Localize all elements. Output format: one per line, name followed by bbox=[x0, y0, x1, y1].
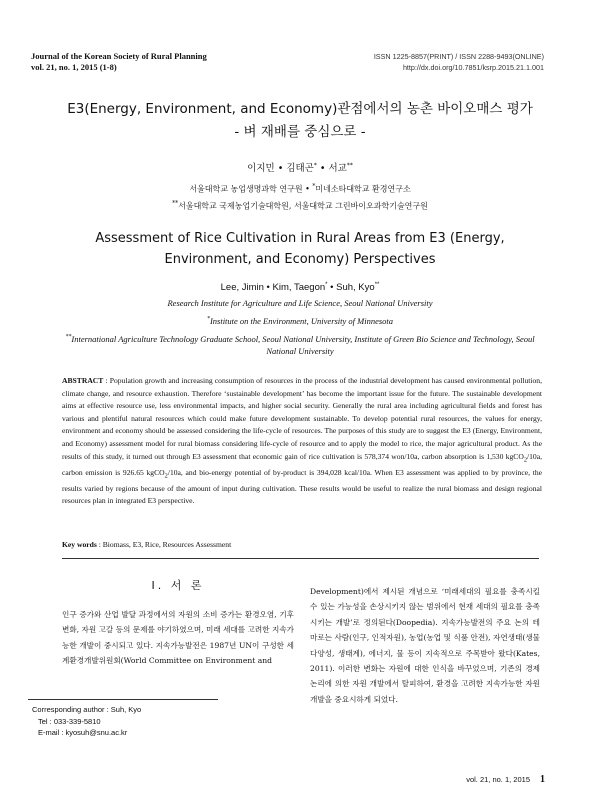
body-column-left: 인구 증가와 산업 발달 과정에서의 자원의 소비 증가는 환경오염, 기후 변화, 자원 고갈 등의 문제를 야기하였으며, 미래 세대를 고려한 지속가능한 개발이 중시되고 있다. 지속가능발전은 1987년 UN이 구성한 세계환경개발위원회(World Committee on Environment and bbox=[62, 610, 294, 666]
authors-korean bbox=[0, 160, 600, 174]
keywords-divider bbox=[62, 558, 539, 559]
title-korean-line2: - 벼 재배를 중심으로 - bbox=[234, 124, 366, 140]
affiliation-text: 미네소타대학교 환경연구소 bbox=[315, 184, 411, 194]
author-tel: Tel : 033-339-5810 bbox=[38, 716, 101, 726]
author-mark: * bbox=[313, 161, 317, 169]
abstract-text: /10a, and bio-energy potential of by-product is 394,028 kcal/10a. When E3 assessment was applied to by province, the results varied by regions because of the amount of input during cultivation. These results would be useful to realize the rural biomass and design regional resources plan in integrated E3 perspective. bbox=[62, 467, 542, 506]
affiliation-korean-line bbox=[0, 180, 600, 197]
footnote bbox=[32, 704, 141, 739]
authors-korean-text: 이지민 • 김태곤 bbox=[247, 163, 314, 174]
authors-english-text: Lee, Jimin • Kim, Taegon bbox=[220, 282, 326, 294]
footer-issue: vol. 21, no. 1, 2015 bbox=[466, 775, 530, 784]
doi-link[interactable]: http://dx.doi.org/10.7851/ksrp.2015.21.1.001 bbox=[402, 63, 544, 72]
abstract-label: ABSTRACT bbox=[62, 376, 104, 385]
keywords-separator: : bbox=[96, 540, 103, 549]
abstract bbox=[62, 375, 542, 508]
page-footer bbox=[466, 774, 545, 785]
page-number: 1 bbox=[540, 774, 545, 785]
affiliation-english-2 bbox=[60, 313, 540, 327]
affiliation-english-1: Research Institute for Agriculture and Life Science, Seoul National University bbox=[167, 298, 433, 308]
journal-header bbox=[31, 51, 207, 73]
author-mark: ** bbox=[374, 282, 380, 288]
affiliation-text: Institute on the Environment, University of Minnesota bbox=[209, 315, 394, 326]
journal-name: Journal of the Korean Society of Rural Planning bbox=[31, 51, 207, 61]
author-mark: ** bbox=[346, 161, 353, 169]
author-email[interactable]: E-mail : kyosuh@snu.ac.kr bbox=[38, 728, 128, 737]
affiliation-mark: ** bbox=[172, 199, 179, 207]
footnote-divider bbox=[28, 699, 218, 700]
abstract-text: Population growth and increasing consumption of resources in the process of the industrial development has caused environmental pollution, climate change, and resource exhaustion. Therefore ‘sustainable development’ has become the important issue for the future. The sustainable development aims at effective resource use, less environmental impacts, and higher social security. Generally the rural area including agricultural fields and forest has various and plentiful natural resources which could make future development sustainable. To develop potential rural resources, the values for energy, environment and economy should be assessed considering the life-cycle of resources. The purposes of this study are to suggest the E3 (Energy, Environment, and Economy) assessment model for rural biomass considering life-cycle of resource and to apply the model to rice, the major agricultural product. As the results of this study, it turned out through E3 assessment that economic gain of rice cultivation is 578,374 won/10a, carbon absorption is 1,530 kgCO bbox=[62, 376, 542, 461]
keywords-label: Key words bbox=[62, 540, 97, 549]
title-korean-line1: E3(Energy, Environment, and Economy)관점에서의 농촌 바이오매스 평가 bbox=[67, 101, 533, 117]
affiliations-korean bbox=[0, 180, 600, 213]
corresponding-author: Corresponding author : Suh, Kyo bbox=[32, 705, 142, 714]
authors-english bbox=[0, 282, 600, 293]
affiliation-text: 서울대학교 농업생명과학 연구원 • bbox=[189, 184, 313, 194]
body-column-right: Development)에서 제시된 개념으로 ‘미래세대의 필요를 충족시킬 수 있는 가능성을 손상시키지 않는 범위에서 현재 세대의 필요를 충족시키는 개발’로 정의된다(Doopedia). 지속가능발전의 주요 논의 테마로는 사람(인구, 인적자원), 농업(농업 및 식품 안전), 자연생태(생물다양성, 생태계), 에너지, 물 등이 지속적으로 주목받아 왔다(Kates, 2011). 이러한 변화는 자원에 대한 인식을 바꾸었으며, 기존의 경제 논리에 의한 자원 개발에서 탈피하여, 환경을 고려한 지속가능한 자원 개발을 중요시하게 되었다. bbox=[310, 587, 540, 704]
affiliation-mark: ** bbox=[65, 333, 72, 340]
author-mark: * bbox=[325, 282, 328, 288]
abstract-text: /10a, carbon emission is 926.65 kgCO bbox=[62, 451, 542, 477]
title-english bbox=[0, 228, 600, 270]
subscript: 2 bbox=[523, 456, 528, 464]
keywords-text: Biomass, E3, Rice, Resources Assessment bbox=[102, 540, 232, 549]
title-english-line1: Assessment of Rice Cultivation in Rural Areas from E3 (Energy, bbox=[95, 231, 505, 246]
affiliation-korean-line bbox=[0, 197, 600, 214]
authors-korean-text: • 서교 bbox=[316, 163, 347, 174]
affiliation-mark: * bbox=[312, 183, 316, 190]
keywords bbox=[62, 540, 231, 549]
affiliation-text: 서울대학교 국제농업기술대학원, 서울대학교 그린바이오과학기술연구원 bbox=[178, 201, 428, 211]
authors-english-text: • Suh, Kyo bbox=[327, 282, 375, 294]
subscript: 2 bbox=[164, 472, 168, 480]
affiliation-english-3 bbox=[60, 331, 540, 358]
title-english-line2: Environment, and Economy) Perspectives bbox=[164, 252, 436, 267]
issn: ISSN 1225-8857(PRINT) / ISSN 2288-9493(ONLINE) bbox=[373, 52, 544, 61]
affiliation-text: International Agriculture Technology Graduate School, Seoul National University, Institute of Green Bio Science and Technology, Seoul National University bbox=[71, 333, 535, 357]
journal-identifiers bbox=[374, 51, 544, 73]
affiliation-mark: * bbox=[206, 316, 210, 322]
section-heading: I. 서 론 bbox=[151, 579, 205, 592]
journal-volume: vol. 21, no. 1, 2015 (1-8) bbox=[31, 62, 117, 72]
affiliations-english bbox=[60, 297, 540, 361]
title-korean bbox=[0, 98, 600, 144]
abstract-separator: : bbox=[103, 376, 110, 385]
